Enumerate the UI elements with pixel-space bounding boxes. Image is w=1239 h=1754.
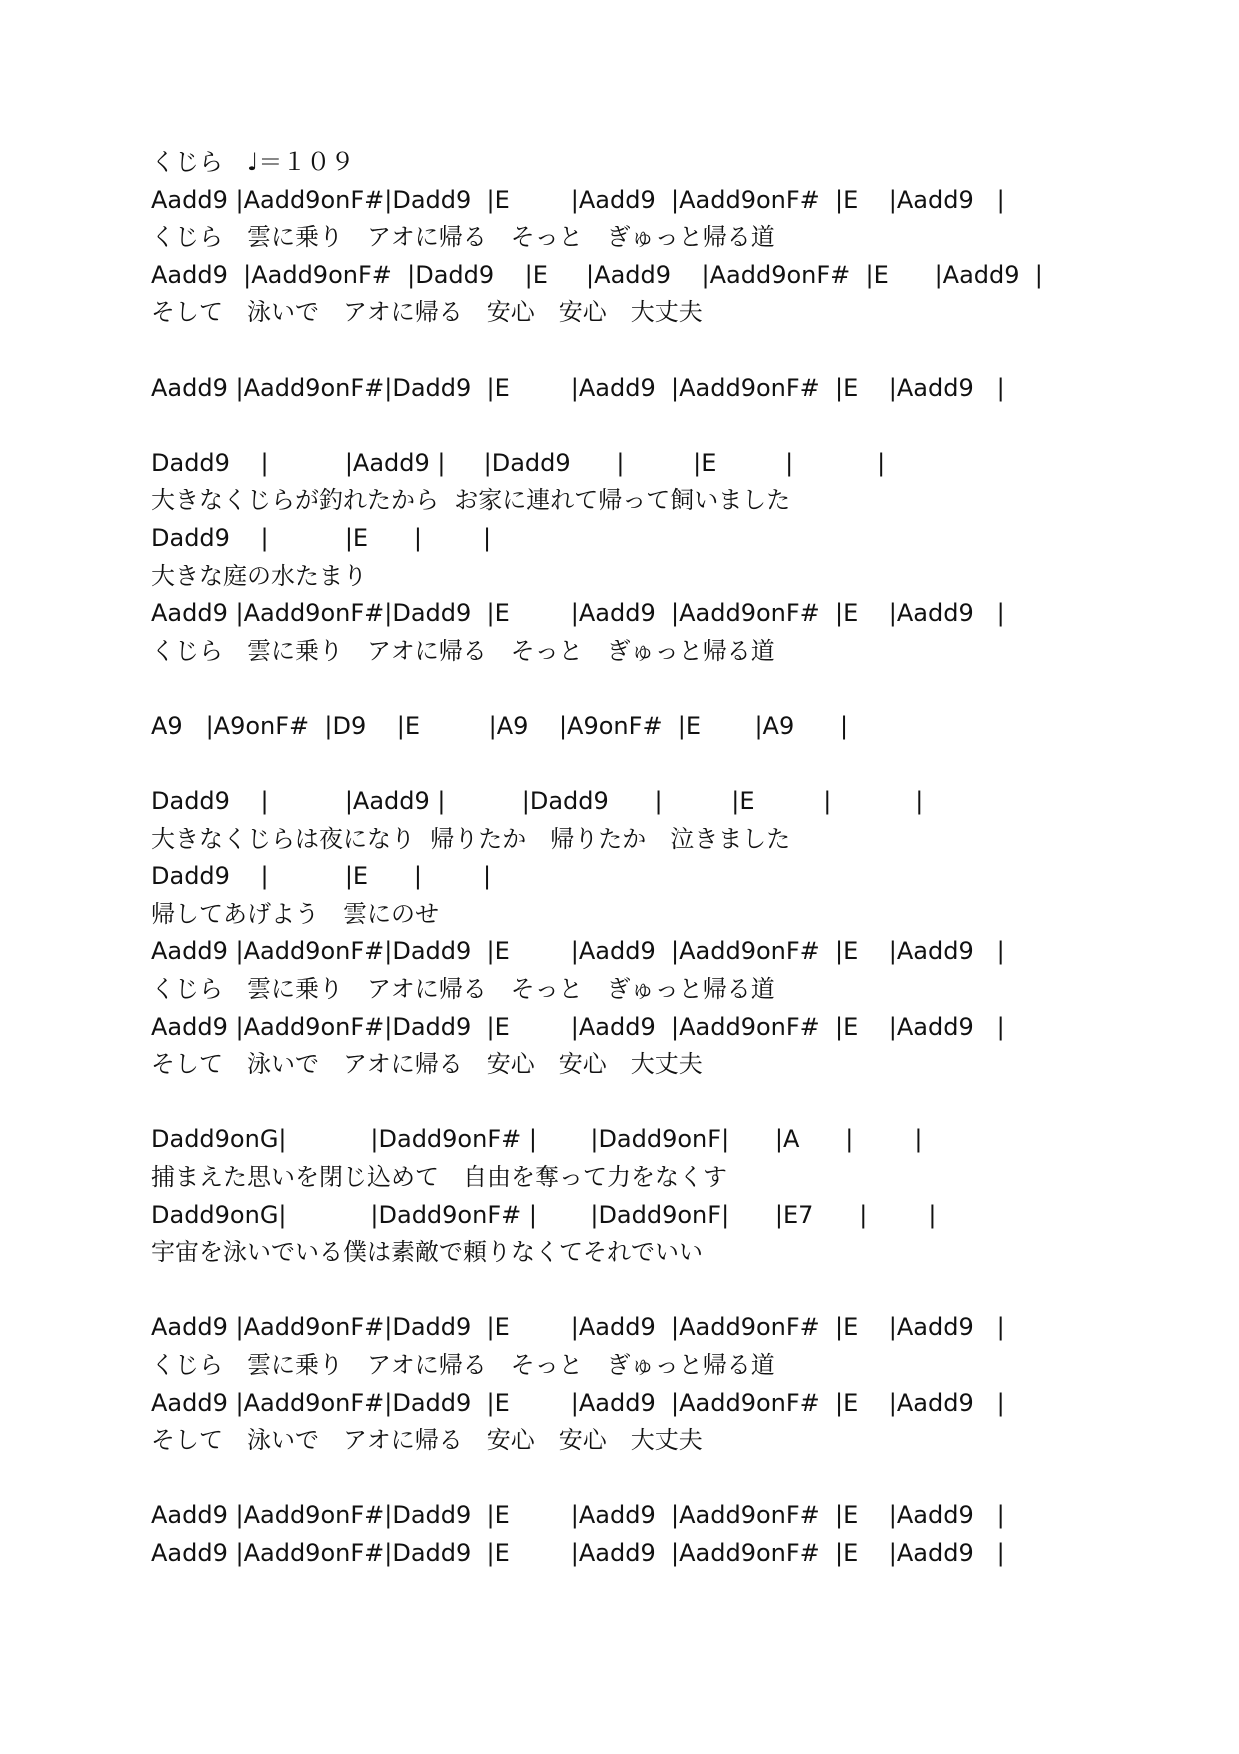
lyric-line: 宇宙を泳いでいる僕は素敵で頼りなくてそれでいい xyxy=(151,1238,703,1267)
lyric-line: くじら 雲に乗り アオに帰る そっと ぎゅっと帰る道 xyxy=(151,223,775,252)
chord-line: Dadd9onG| |Dadd9onF# | |Dadd9onF| |A | | xyxy=(151,1125,923,1154)
lyric-line: 捕まえた思いを閉じ込めて 自由を奪って力をなくす xyxy=(151,1163,727,1192)
lyric-line: 帰してあげよう 雲にのせ xyxy=(151,899,439,928)
blank-line xyxy=(151,1084,1191,1122)
chord-line: Dadd9 | |Aadd9 | |Dadd9 | |E | | xyxy=(151,448,886,477)
chord-line: Aadd9 |Aadd9onF#|Dadd9 |E |Aadd9 |Aadd9onF# |E |Aadd9 | xyxy=(151,1313,1005,1342)
blank-line xyxy=(151,670,1191,708)
chord-line: Aadd9 |Aadd9onF#|Dadd9 |E |Aadd9 |Aadd9onF# |E |Aadd9 | xyxy=(151,185,1005,214)
lyric-line: くじら 雲に乗り アオに帰る そっと ぎゅっと帰る道 xyxy=(151,636,775,665)
blank-line xyxy=(151,407,1191,445)
chord-line: Aadd9 |Aadd9onF# |Dadd9 |E |Aadd9 |Aadd9onF# |E |Aadd9 | xyxy=(151,260,1043,289)
chord-line: A9 |A9onF# |D9 |E |A9 |A9onF# |E |A9 | xyxy=(151,711,849,740)
blank-line xyxy=(151,746,1191,784)
lyric-line: そして 泳いで アオに帰る 安心 安心 大丈夫 xyxy=(151,1426,703,1455)
song-title: くじら ♩＝１０９ xyxy=(151,148,355,176)
song-sheet xyxy=(151,144,1191,1573)
chord-line: Aadd9 |Aadd9onF#|Dadd9 |E |Aadd9 |Aadd9onF# |E |Aadd9 | xyxy=(151,1012,1005,1041)
chord-line: Dadd9 | |Aadd9 | |Dadd9 | |E | | xyxy=(151,787,924,816)
blank-line xyxy=(151,1272,1191,1310)
lyric-line: くじら 雲に乗り アオに帰る そっと ぎゅっと帰る道 xyxy=(151,975,775,1004)
lyric-line: そして 泳いで アオに帰る 安心 安心 大丈夫 xyxy=(151,298,703,327)
chord-line: Aadd9 |Aadd9onF#|Dadd9 |E |Aadd9 |Aadd9onF# |E |Aadd9 | xyxy=(151,373,1005,402)
chord-line: Aadd9 |Aadd9onF#|Dadd9 |E |Aadd9 |Aadd9onF# |E |Aadd9 | xyxy=(151,1538,1005,1567)
lyric-line: そして 泳いで アオに帰る 安心 安心 大丈夫 xyxy=(151,1050,703,1079)
blank-line xyxy=(151,1460,1191,1498)
lyric-line: くじら 雲に乗り アオに帰る そっと ぎゅっと帰る道 xyxy=(151,1351,775,1379)
chord-line: Dadd9 | |E | | xyxy=(151,523,492,552)
lyric-line: 大きなくじらは夜になり 帰りたか 帰りたか 泣きました xyxy=(151,824,791,853)
chord-line: Aadd9 |Aadd9onF#|Dadd9 |E |Aadd9 |Aadd9onF# |E |Aadd9 | xyxy=(151,599,1005,628)
lyric-line: 大きな庭の水たまり xyxy=(151,561,367,590)
chord-line: Aadd9 |Aadd9onF#|Dadd9 |E |Aadd9 |Aadd9onF# |E |Aadd9 | xyxy=(151,1501,1005,1530)
chord-line: Aadd9 |Aadd9onF#|Dadd9 |E |Aadd9 |Aadd9onF# |E |Aadd9 | xyxy=(151,1388,1005,1417)
chord-line: Dadd9onG| |Dadd9onF# | |Dadd9onF| |E7 | | xyxy=(151,1200,937,1229)
chord-line: Aadd9 |Aadd9onF#|Dadd9 |E |Aadd9 |Aadd9onF# |E |Aadd9 | xyxy=(151,937,1005,966)
blank-line xyxy=(151,332,1191,370)
chord-line: Dadd9 | |E | | xyxy=(151,862,492,891)
lyric-line: 大きなくじらが釣れたから お家に連れて帰って飼いました xyxy=(151,486,791,515)
